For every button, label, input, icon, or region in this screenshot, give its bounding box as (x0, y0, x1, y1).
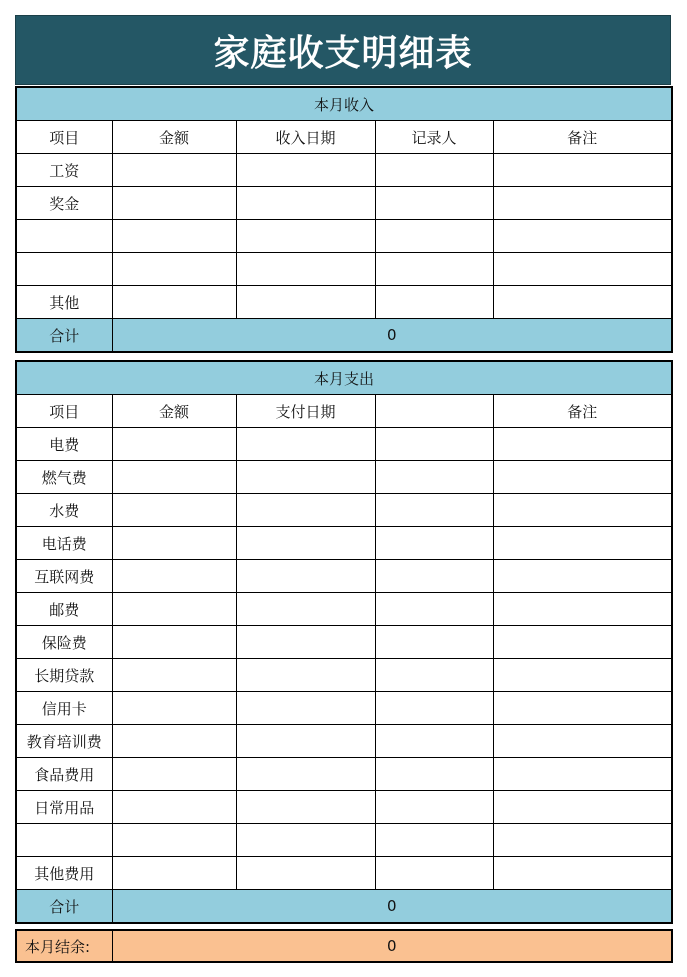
entry-cell[interactable] (236, 286, 375, 319)
expense-row (16, 725, 672, 758)
entry-cell[interactable] (236, 461, 375, 494)
entry-cell[interactable] (375, 824, 493, 857)
header-blank (375, 395, 493, 428)
entry-cell[interactable] (493, 286, 672, 319)
entry-cell[interactable] (375, 725, 493, 758)
entry-cell[interactable] (112, 659, 236, 692)
expense-row (16, 527, 672, 560)
header-amount: 金额 (112, 121, 236, 154)
row-item-label: 奖金 (16, 187, 112, 220)
income-table (15, 86, 673, 353)
entry-cell[interactable] (493, 725, 672, 758)
expense-section-title: 本月支出 (16, 361, 672, 395)
entry-cell[interactable] (375, 187, 493, 220)
header-note: 备注 (493, 395, 672, 428)
expense-row (16, 461, 672, 494)
row-item-label: 食品费用 (16, 758, 112, 791)
expense-total-row (16, 890, 672, 924)
entry-cell[interactable] (493, 253, 672, 286)
entry-cell[interactable] (493, 857, 672, 890)
entry-cell[interactable] (375, 560, 493, 593)
entry-cell[interactable] (375, 286, 493, 319)
header-note: 备注 (493, 121, 672, 154)
row-item-label: 邮费 (16, 593, 112, 626)
entry-cell[interactable] (493, 154, 672, 187)
entry-cell[interactable] (493, 758, 672, 791)
row-item-label: 工资 (16, 154, 112, 187)
income-section-title: 本月收入 (16, 87, 672, 121)
entry-cell[interactable] (236, 253, 375, 286)
entry-cell[interactable] (493, 593, 672, 626)
expense-row (16, 593, 672, 626)
row-item-label: 信用卡 (16, 692, 112, 725)
row-item-label: 水费 (16, 494, 112, 527)
entry-cell[interactable] (112, 527, 236, 560)
row-item-label: 保险费 (16, 626, 112, 659)
row-item-label: 长期贷款 (16, 659, 112, 692)
entry-cell[interactable] (375, 857, 493, 890)
expense-total-value[interactable]: 0 (112, 890, 672, 924)
expense-row (16, 428, 672, 461)
row-item-label: 电话费 (16, 527, 112, 560)
header-payment-date: 支付日期 (236, 395, 375, 428)
entry-cell[interactable] (375, 791, 493, 824)
header-item: 项目 (16, 395, 112, 428)
entry-cell[interactable] (236, 494, 375, 527)
entry-cell[interactable] (375, 428, 493, 461)
row-item-label: 其他费用 (16, 857, 112, 890)
entry-cell[interactable] (236, 791, 375, 824)
expense-row (16, 791, 672, 824)
expense-row (16, 494, 672, 527)
entry-cell[interactable] (112, 253, 236, 286)
balance-row (16, 930, 672, 962)
expense-row (16, 626, 672, 659)
income-row (16, 286, 672, 319)
entry-cell[interactable] (236, 187, 375, 220)
entry-cell[interactable] (375, 220, 493, 253)
entry-cell[interactable] (375, 154, 493, 187)
expense-row (16, 659, 672, 692)
entry-cell[interactable] (236, 824, 375, 857)
balance-value[interactable]: 0 (112, 930, 672, 962)
entry-cell[interactable] (375, 494, 493, 527)
header-income-date: 收入日期 (236, 121, 375, 154)
entry-cell[interactable] (236, 560, 375, 593)
expense-row (16, 692, 672, 725)
entry-cell[interactable] (493, 187, 672, 220)
expense-row (16, 560, 672, 593)
entry-cell[interactable] (112, 725, 236, 758)
entry-cell[interactable] (375, 626, 493, 659)
header-amount: 金额 (112, 395, 236, 428)
entry-cell[interactable] (375, 758, 493, 791)
entry-cell[interactable] (112, 187, 236, 220)
expense-total-label: 合计 (16, 890, 112, 924)
expense-section-header (16, 361, 672, 395)
entry-cell[interactable] (375, 253, 493, 286)
expense-row (16, 824, 672, 857)
entry-cell[interactable] (112, 791, 236, 824)
entry-cell[interactable] (112, 220, 236, 253)
entry-cell[interactable] (236, 626, 375, 659)
entry-cell[interactable] (236, 857, 375, 890)
row-item-label: 日常用品 (16, 791, 112, 824)
entry-cell[interactable] (493, 494, 672, 527)
expense-row (16, 857, 672, 890)
entry-cell[interactable] (375, 461, 493, 494)
entry-cell[interactable] (236, 725, 375, 758)
entry-cell[interactable] (236, 428, 375, 461)
entry-cell[interactable] (493, 626, 672, 659)
entry-cell[interactable] (112, 461, 236, 494)
income-row (16, 220, 672, 253)
expense-column-headers (16, 395, 672, 428)
entry-cell[interactable] (493, 659, 672, 692)
entry-cell[interactable] (236, 659, 375, 692)
entry-cell[interactable] (375, 593, 493, 626)
income-row (16, 154, 672, 187)
entry-cell[interactable] (112, 154, 236, 187)
entry-cell[interactable] (112, 593, 236, 626)
row-item-label: 互联网费 (16, 560, 112, 593)
entry-cell[interactable] (112, 857, 236, 890)
entry-cell[interactable] (112, 692, 236, 725)
entry-cell[interactable] (375, 692, 493, 725)
entry-cell[interactable] (493, 560, 672, 593)
entry-cell[interactable] (236, 593, 375, 626)
entry-cell[interactable] (112, 428, 236, 461)
sheet-title: 家庭收支明细表 (15, 15, 671, 85)
entry-cell[interactable] (493, 824, 672, 857)
entry-cell[interactable] (236, 692, 375, 725)
row-item-label (16, 220, 112, 253)
entry-cell[interactable] (236, 527, 375, 560)
header-item: 项目 (16, 121, 112, 154)
entry-cell[interactable] (375, 659, 493, 692)
balance-table (15, 929, 673, 963)
income-row (16, 187, 672, 220)
entry-cell[interactable] (112, 494, 236, 527)
entry-cell[interactable] (493, 220, 672, 253)
entry-cell[interactable] (112, 626, 236, 659)
entry-cell[interactable] (493, 791, 672, 824)
entry-cell[interactable] (236, 758, 375, 791)
income-total-row (16, 319, 672, 353)
header-recorder: 记录人 (375, 121, 493, 154)
entry-cell[interactable] (236, 220, 375, 253)
income-row (16, 253, 672, 286)
expense-row (16, 758, 672, 791)
entry-cell[interactable] (375, 527, 493, 560)
entry-cell[interactable] (493, 461, 672, 494)
income-section-header (16, 87, 672, 121)
row-item-label: 其他 (16, 286, 112, 319)
row-item-label (16, 824, 112, 857)
row-item-label: 教育培训费 (16, 725, 112, 758)
entry-cell[interactable] (112, 758, 236, 791)
entry-cell[interactable] (493, 428, 672, 461)
row-item-label: 燃气费 (16, 461, 112, 494)
income-total-value[interactable]: 0 (112, 319, 672, 353)
row-item-label: 电费 (16, 428, 112, 461)
entry-cell[interactable] (112, 286, 236, 319)
income-total-label: 合计 (16, 319, 112, 353)
entry-cell[interactable] (236, 154, 375, 187)
entry-cell[interactable] (493, 692, 672, 725)
balance-label: 本月结余: (16, 930, 112, 962)
income-column-headers (16, 121, 672, 154)
row-item-label (16, 253, 112, 286)
entry-cell[interactable] (112, 560, 236, 593)
entry-cell[interactable] (493, 527, 672, 560)
entry-cell[interactable] (112, 824, 236, 857)
expense-table (15, 360, 673, 924)
